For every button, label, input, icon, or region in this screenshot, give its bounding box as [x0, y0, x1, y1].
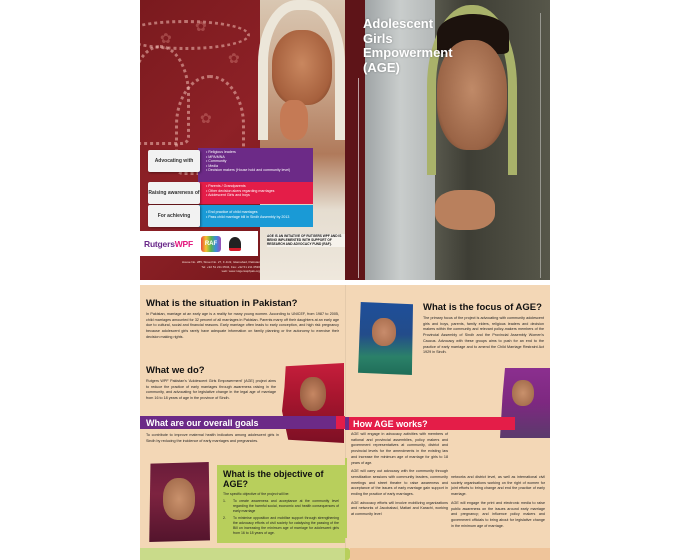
info-item: • MPA/MNA [206, 155, 309, 160]
footer-band-green [140, 548, 345, 560]
info-item: • Other decision akers regarding marriages [206, 189, 309, 194]
info-item: • Adolescent Girls and boys [206, 193, 309, 198]
logo-accent-text: WPF [174, 238, 194, 249]
how-age-works-heading: How AGE works? [353, 418, 428, 429]
focus-heading: What is the focus of AGE? [423, 302, 542, 313]
objective-item [223, 499, 339, 514]
what-we-do-text: Rutgers WPF Pakistan's 'Adolescent Girls Empowerment' (AGE) project aims to reduce the practice of early marriages through awareness raising in the community, and advocating for legislative change in the legal age of marriage from 16 to 18 years of age in the province of Sindh. [146, 379, 276, 401]
logo-text: Rutgers [144, 238, 175, 249]
brochure-back-panel [140, 0, 345, 280]
objective-intro: The specific objective of the project will be: [223, 492, 290, 496]
goals-text: To contribute to improve maternal health indicators among adolescent girls in Sindh by reducing the incidence of early marriages and pregnancies. [146, 433, 279, 443]
paragraph: networks and district level, as well as international civil society organisations working on the right of women for joint efforts to bring change and end the practice of early marriage. [451, 475, 545, 497]
info-item: • Pass child marriage bill in Sindh Assembly by 2013 [206, 215, 309, 220]
brochure-inside-spread [140, 285, 550, 560]
hand-shape [280, 100, 308, 140]
paragraph: AGE advocacy efforts will involve mobilizing organizations and networks of Jacobabad, Matiari and Karachi, working at community level [351, 500, 448, 517]
info-item: • Decision makers (House hold and community level) [206, 168, 309, 173]
what-we-do-heading: What we do? [146, 365, 205, 376]
info-item: • Community [206, 159, 309, 164]
title-line: Girls [363, 30, 393, 46]
info-row-achieving [148, 205, 313, 227]
web-line: web: www.rutgerswpfpak.org [221, 269, 260, 273]
accent-bar [345, 417, 349, 430]
raf-logo: RAF [201, 236, 221, 252]
girl-face [512, 380, 534, 406]
objective-item-text: To create awareness and acceptance at the community level regarding the harmful social, economic and health consequences of early marriage [233, 499, 339, 513]
objective-box [217, 465, 345, 543]
objective-number: 2. [223, 516, 226, 520]
info-item: • Media [206, 164, 309, 169]
info-item: • Parents / Grandparents [206, 184, 309, 189]
info-row-raising-awareness [148, 182, 313, 204]
rutgers-wpf-logo [144, 239, 193, 249]
girl-face [272, 30, 332, 105]
flower-icon: ✿ [160, 30, 172, 46]
girl-face [163, 478, 195, 520]
goals-heading: What are our overall goals [146, 417, 259, 428]
objective-heading: What is the objective of AGE? [223, 469, 324, 489]
info-item: • End practice of child marriages [206, 210, 309, 215]
info-label: For achieving [148, 205, 200, 227]
flower-icon: ✿ [200, 110, 212, 126]
goals-heading-bar [140, 416, 345, 429]
how-age-works-column-2 [451, 475, 545, 532]
girl-face [300, 377, 326, 411]
objective-item [223, 516, 339, 536]
partner-logo-icon [229, 237, 241, 251]
logo-strip [140, 231, 258, 256]
title-line: Empowerment [363, 45, 453, 60]
frame-line [358, 78, 359, 278]
how-age-works-column-1 [351, 432, 448, 521]
info-item: • Religious leaders [206, 150, 309, 155]
side-accent-line [345, 458, 347, 538]
phone-line: Tel: +92 51 211 0534, Fax: +92 51 211 0536 [201, 264, 260, 269]
objective-list [223, 499, 339, 536]
girl-face [372, 318, 396, 346]
hands-shape [435, 190, 495, 230]
paragraph: AGE will engage the print and electronic media to raise public awareness on the issues around early marriage and pregnancy; and influence policy makers and government officials to bring about for legislative change in the minimum age of marriage. [451, 500, 545, 528]
footer-band-peach [350, 548, 550, 560]
brochure-cover-spread [140, 0, 550, 280]
title-line: Adolescent [363, 16, 434, 31]
address-line: House No. 285, Street No. 27, F-11/2, Islamabad, Pakistan [181, 260, 260, 264]
info-label: Raising awareness of [148, 182, 200, 204]
contact-address [160, 260, 260, 274]
accent-bar [336, 416, 345, 429]
initiative-statement: AGE IS AN INITIATIVE OF RUTGERS WPF AND IS BEING IMPLEMENTED WITH SUPPORT OF RESEARCH AND ADVOCACY FUND (RAF). [267, 234, 345, 247]
how-age-works-bar [345, 417, 515, 430]
brochure-front-panel [345, 0, 550, 280]
paragraph: AGE will engage in advocacy activities with members of national and provincial assemblies, policy makers and government representatives at community, district and provincial levels for the amendments in the existing law and increase the minimum age of marriage for girls to 18 years of age. [351, 432, 448, 465]
focus-text: The primary focus of the project is advocating with community adolescent girls and boys, parents, family elders, religious leaders and decision makers within the community and relevant policy-makers members of the Provincial Assembly of Sindh and the Provincial Assembly Women's Caucus. Advocacy with these groups aims to push for an end to the practice of early marriage and to amend the Child Marriage Restraint Act 1929 in Sindh. [423, 316, 544, 355]
situation-text: In Pakistan, marriage at an early age is a reality for many young women. According to UNICEF, from 1987 to 2005, child marriages amounted for 32 percent of all marriages in Pakistan. Parents marry off their daughters at an early age due to cultural, social and financial reasons. Early marriage often leads to early conception, and high risk pregnancy because adolescent girls rarely have adequate information on family planning or the autonomy to exercise their decision making rights. [146, 312, 339, 339]
situation-heading: What is the situation in Pakistan? [146, 298, 298, 309]
flower-icon: ✿ [228, 50, 240, 66]
cover-title [363, 17, 453, 75]
objective-number: 1. [223, 499, 226, 503]
flower-icon: ✿ [195, 18, 207, 34]
paragraph: AGE will carry out advocacy with the community through sensitization sessions with community leaders, community meetings and street theatre to raise awareness and acceptance of the issues of early marriage gain support in ending the practice of early marriages. [351, 469, 448, 497]
info-row-advocating [148, 150, 313, 172]
info-box-blue [198, 205, 313, 227]
info-box-red [198, 182, 313, 204]
objective-item-text: To minimise opposition and mobilise support through strengthening the advocacy efforts of civil society for catalysing the passing of the Bill on increasing the minimum age of marriage for adolescent girls from 16 to 18 years of age. [233, 516, 339, 535]
info-label: Advocating with [148, 150, 200, 172]
title-line: (AGE) [363, 59, 400, 75]
frame-line [540, 13, 541, 278]
